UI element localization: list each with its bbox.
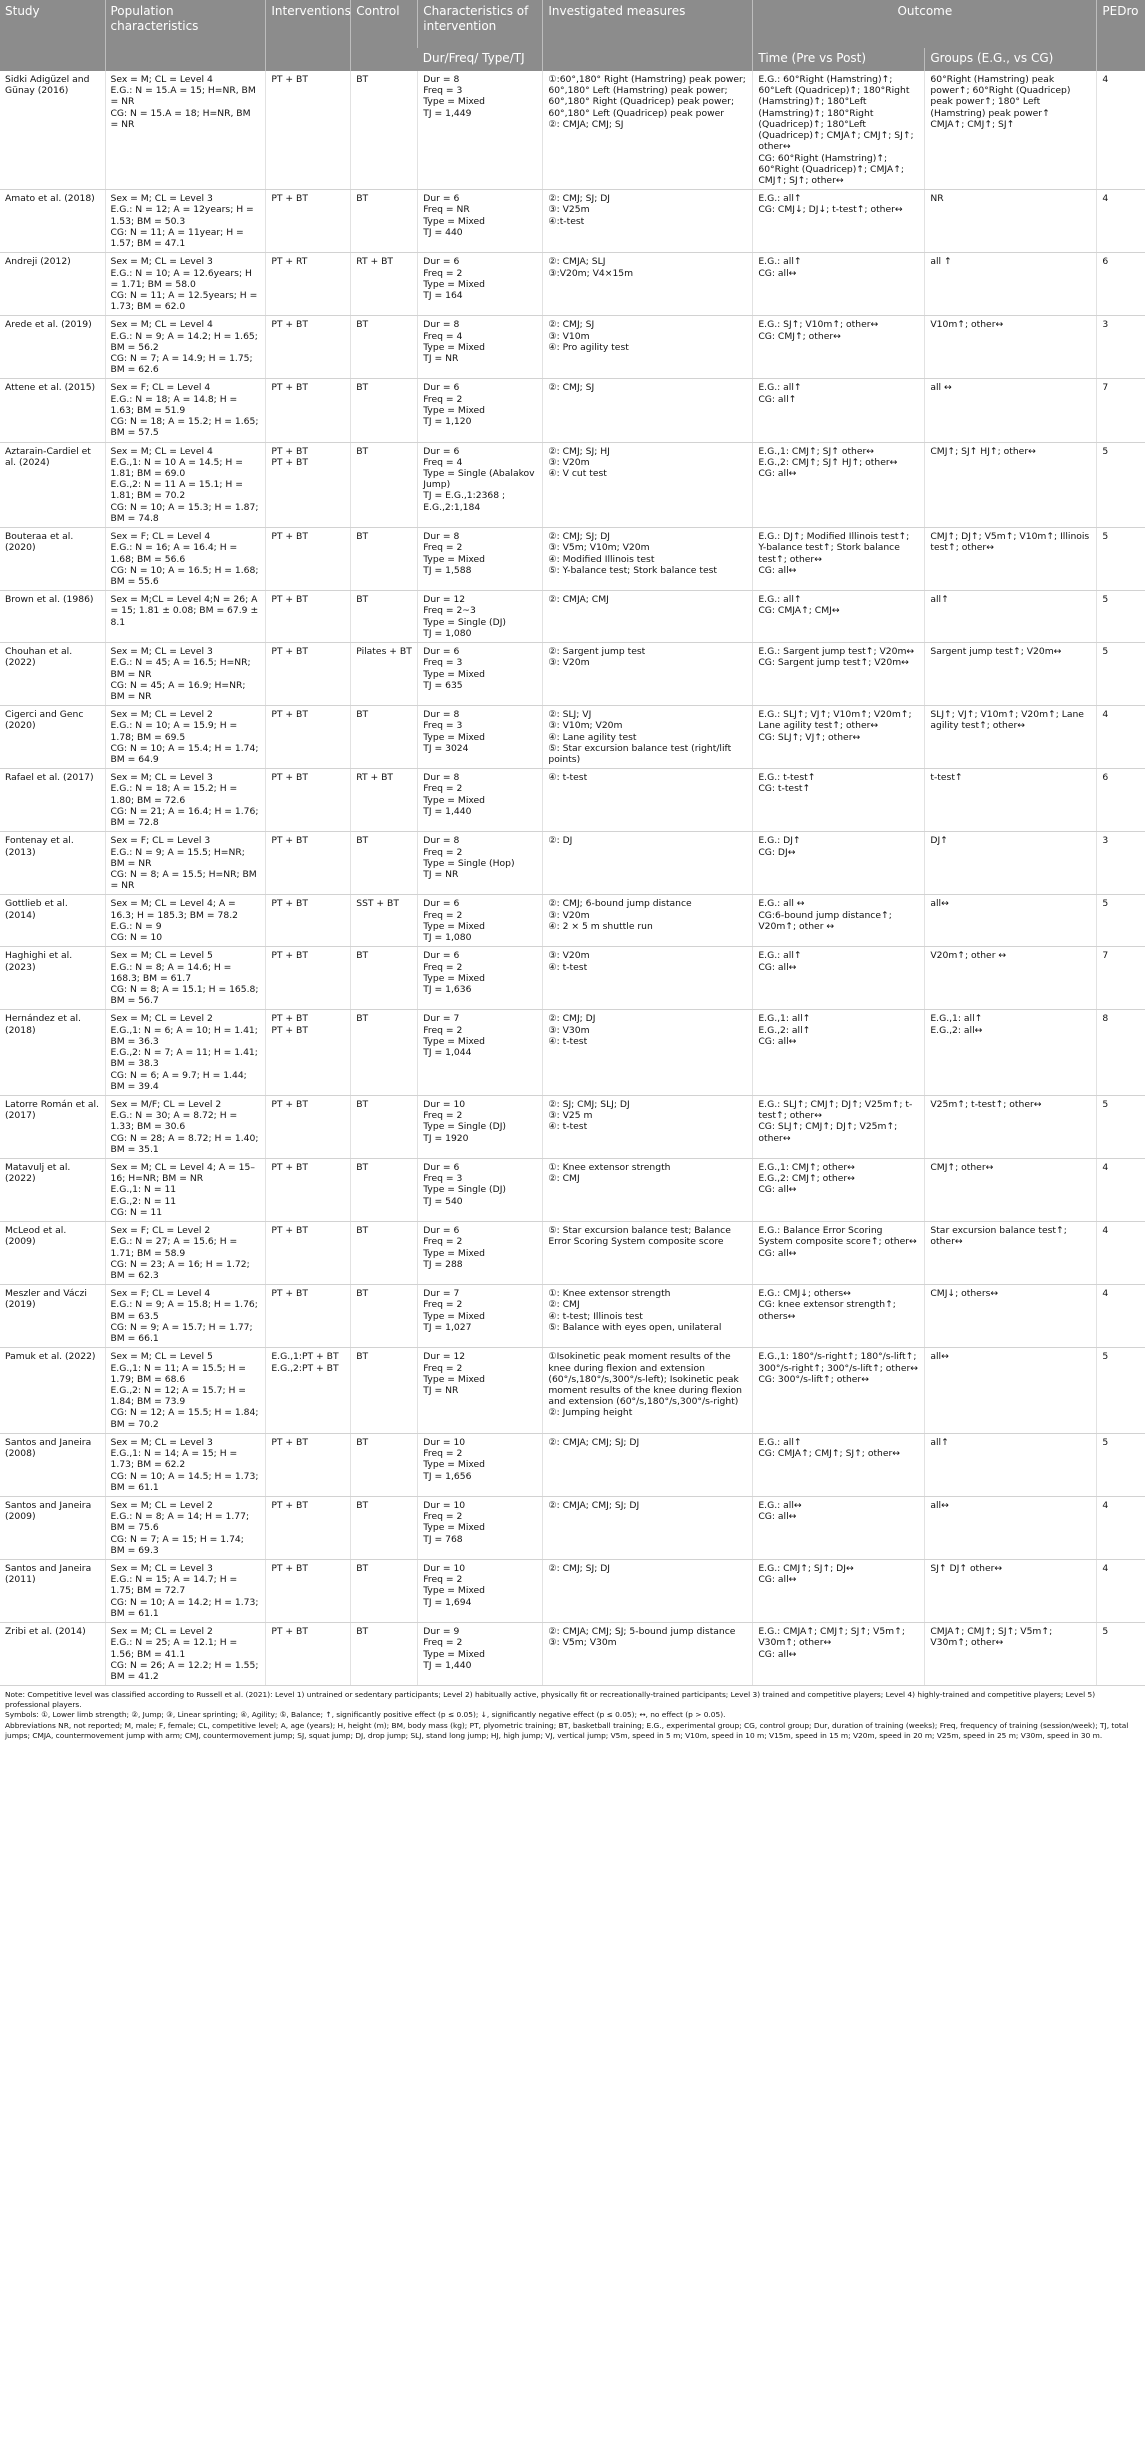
table-row: [0, 706, 1145, 769]
cell-interventions: PT + BT PT + BT: [266, 1010, 351, 1096]
cell-groups: CMJ↑; DJ↑; V5m↑; V10m↑; Illinois test↑; other↔: [925, 528, 1097, 591]
cell-study: Latorre Román et al. (2017): [0, 1095, 105, 1158]
cell-measures: ②: CMJ; DJ ③: V30m ④: t-test: [543, 1010, 753, 1096]
cell-characteristics: Dur = 6 Freq = 3 Type = Mixed TJ = 635: [418, 643, 543, 706]
cell-time: E.G.,1: CMJ↑; SJ↑ other↔ E.G.,2: CMJ↑; SJ↑ HJ↑; other↔ CG: all↔: [753, 442, 925, 528]
cell-pedro: 7: [1097, 379, 1145, 442]
table-row: [0, 1623, 1145, 1686]
table-row: [0, 528, 1145, 591]
table-row: [0, 1095, 1145, 1158]
cell-measures: ②: CMJA; SLJ ③:V20m; V4×15m: [543, 253, 753, 316]
cell-characteristics: Dur = 12 Freq = 2 Type = Mixed TJ = NR: [418, 1348, 543, 1434]
cell-characteristics: Dur = 12 Freq = 2~3 Type = Single (DJ) TJ = 1,080: [418, 591, 543, 643]
header-groups: Groups (E.G., vs CG): [925, 48, 1097, 71]
cell-population: Sex = M; CL = Level 4 E.G.,1: N = 10 A = 14.5; H = 1.81; BM = 69.0 E.G.,2: N = 11 A = 15.1; H = 1.81; BM = 70.2 CG: N = 10; A = 15.3; H = 1.87; BM = 74.8: [105, 442, 266, 528]
cell-population: Sex = M; CL = Level 4; A = 16.3; H = 185.3; BM = 78.2 E.G.: N = 9 CG: N = 10: [105, 895, 266, 947]
cell-pedro: 4: [1097, 1285, 1145, 1348]
cell-population: Sex = M; CL = Level 2 E.G.,1: N = 6; A = 10; H = 1.41; BM = 36.3 E.G.,2: N = 7; A = 11; H = 1.41; BM = 38.3 CG: N = 6; A = 9.7; H = 1.44; BM = 39.4: [105, 1010, 266, 1096]
header-outcome: Outcome: [753, 0, 1097, 48]
cell-measures: ②: CMJ; SJ; DJ: [543, 1560, 753, 1623]
header-control: Control: [351, 0, 418, 71]
table-row: [0, 1496, 1145, 1559]
cell-population: Sex = F; CL = Level 4 E.G.: N = 16; A = 16.4; H = 1.68; BM = 56.6 CG: N = 10; A = 16.5; H = 1.68; BM = 55.6: [105, 528, 266, 591]
cell-control: BT: [351, 1095, 418, 1158]
cell-measures: ②: CMJ; SJ; DJ ③: V5m; V10m; V20m ④: Modified Illinois test ⑤: Y-balance test; Stork balance test: [543, 528, 753, 591]
cell-time: E.G.: CMJ↑; SJ↑; DJ↔ CG: all↔: [753, 1560, 925, 1623]
cell-control: BT: [351, 528, 418, 591]
cell-population: Sex = M; CL = Level 2 E.G.: N = 25; A = 12.1; H = 1.56; BM = 41.1 CG: N = 26; A = 12.2; H = 1.55; BM = 41.2: [105, 1623, 266, 1686]
cell-measures: ⑤: Star excursion balance test; Balance Error Scoring System composite score: [543, 1222, 753, 1285]
cell-interventions: PT + BT: [266, 528, 351, 591]
cell-interventions: PT + BT PT + BT: [266, 442, 351, 528]
cell-population: Sex = F; CL = Level 4 E.G.: N = 9; A = 15.8; H = 1.76; BM = 63.5 CG: N = 9; A = 15.7; H = 1.77; BM = 66.1: [105, 1285, 266, 1348]
cell-interventions: PT + BT: [266, 895, 351, 947]
cell-characteristics: Dur = 8 Freq = 3 Type = Mixed TJ = 1,449: [418, 71, 543, 190]
cell-measures: ①Isokinetic peak moment results of the knee during flexion and extension (60°/s,180°/s,300°/s-left); Isokinetic peak moment results of the knee during flexion and extension (60°/s,180°/s,300°/s-right) ②: Jumping height: [543, 1348, 753, 1434]
cell-interventions: PT + BT: [266, 1095, 351, 1158]
table-row: [0, 591, 1145, 643]
cell-study: Chouhan et al. (2022): [0, 643, 105, 706]
cell-control: BT: [351, 947, 418, 1010]
cell-interventions: PT + BT: [266, 1623, 351, 1686]
cell-study: Zribi et al. (2014): [0, 1623, 105, 1686]
cell-time: E.G.: all↑ CG: all↔: [753, 253, 925, 316]
cell-groups: all↔: [925, 1348, 1097, 1434]
cell-control: BT: [351, 190, 418, 253]
cell-pedro: 6: [1097, 769, 1145, 832]
cell-interventions: PT + BT: [266, 643, 351, 706]
cell-study: Arede et al. (2019): [0, 316, 105, 379]
cell-study: Rafael et al. (2017): [0, 769, 105, 832]
cell-population: Sex = M; CL = Level 3 E.G.: N = 12; A = 12years; H = 1.53; BM = 50.3 CG: N = 11; A = 11year; H = 1.57; BM = 47.1: [105, 190, 266, 253]
table-row: [0, 1222, 1145, 1285]
cell-measures: ②: CMJ; SJ ③: V10m ④: Pro agility test: [543, 316, 753, 379]
cell-groups: all↔: [925, 1496, 1097, 1559]
cell-pedro: 8: [1097, 1010, 1145, 1096]
cell-groups: all↔: [925, 895, 1097, 947]
cell-interventions: PT + BT: [266, 1433, 351, 1496]
cell-measures: ②: CMJA; CMJ; SJ; 5-bound jump distance ③: V5m; V30m: [543, 1623, 753, 1686]
cell-measures: ①: Knee extensor strength ②: CMJ: [543, 1159, 753, 1222]
cell-characteristics: Dur = 6 Freq = 3 Type = Single (DJ) TJ = 540: [418, 1159, 543, 1222]
cell-time: E.G.: SJ↑; V10m↑; other↔ CG: CMJ↑; other↔: [753, 316, 925, 379]
cell-characteristics: Dur = 6 Freq = 2 Type = Mixed TJ = 164: [418, 253, 543, 316]
cell-characteristics: Dur = 7 Freq = 2 Type = Mixed TJ = 1,027: [418, 1285, 543, 1348]
header-measures: Investigated measures: [543, 0, 753, 71]
cell-study: McLeod et al. (2009): [0, 1222, 105, 1285]
cell-interventions: PT + BT: [266, 71, 351, 190]
cell-pedro: 4: [1097, 71, 1145, 190]
cell-time: E.G.,1: 180°/s-right↑; 180°/s-lift↑; 300°/s-right↑; 300°/s-lift↑; other↔ CG: 300°/s-lift↑; other↔: [753, 1348, 925, 1434]
cell-groups: all↑: [925, 1433, 1097, 1496]
cell-interventions: PT + BT: [266, 947, 351, 1010]
cell-time: E.G.: all↑ CG: CMJ↓; DJ↓; t-test↑; other↔: [753, 190, 925, 253]
table-row: [0, 895, 1145, 947]
header-characteristics-sub: Dur/Freq/ Type/TJ: [418, 48, 543, 71]
cell-pedro: 5: [1097, 591, 1145, 643]
cell-study: Aztarain-Cardiel et al. (2024): [0, 442, 105, 528]
cell-characteristics: Dur = 10 Freq = 2 Type = Single (DJ) TJ = 1920: [418, 1095, 543, 1158]
table-row: [0, 253, 1145, 316]
cell-measures: ②: CMJA; CMJ; SJ; DJ: [543, 1496, 753, 1559]
cell-population: Sex = M/F; CL = Level 2 E.G.: N = 30; A = 8.72; H = 1.33; BM = 30.6 CG: N = 28; A = 8.72; H = 1.40; BM = 35.1: [105, 1095, 266, 1158]
cell-population: Sex = M; CL = Level 4 E.G.: N = 15.A = 15; H=NR, BM = NR CG: N = 15.A = 18; H=NR, BM = NR: [105, 71, 266, 190]
cell-characteristics: Dur = 8 Freq = 4 Type = Mixed TJ = NR: [418, 316, 543, 379]
cell-interventions: PT + BT: [266, 1560, 351, 1623]
cell-pedro: 3: [1097, 316, 1145, 379]
cell-interventions: PT + BT: [266, 769, 351, 832]
cell-control: BT: [351, 1222, 418, 1285]
table-row: [0, 379, 1145, 442]
cell-control: BT: [351, 1285, 418, 1348]
footnote-abbreviations: Abbreviations NR, not reported; M, male; F, female; CL, competitive level; A, age (years); H, height (m); BM, body mass (kg); PT, plyometric training; BT, basketball training; E.G., experimental group; CG, control group; Dur, duration of training (weeks); Freq, frequency of training (session/week); TJ, total jumps; CMJA, countermovement jump with arm; CMJ, countermovement jump; SJ, squat jump; DJ, drop jump; SLJ, stand long jump; HJ, high jump; VJ, vertical jump; V5m, speed in 5 m; V10m, speed in 10 m; V15m, speed in 15 m; V20m, speed in 20 m; V25m, speed in 25 m; V30m, speed in 30 m.: [5, 1721, 1129, 1740]
cell-pedro: 5: [1097, 1095, 1145, 1158]
cell-interventions: PT + BT: [266, 1222, 351, 1285]
cell-study: Bouteraa et al. (2020): [0, 528, 105, 591]
cell-study: Haghighi et al. (2023): [0, 947, 105, 1010]
cell-interventions: PT + BT: [266, 1159, 351, 1222]
cell-groups: E.G.,1: all↑ E.G.,2: all↔: [925, 1010, 1097, 1096]
cell-measures: ②: CMJ; SJ; DJ ③: V25m ④:t-test: [543, 190, 753, 253]
cell-study: Matavulj et al. (2022): [0, 1159, 105, 1222]
cell-control: RT + BT: [351, 253, 418, 316]
cell-study: Brown et al. (1986): [0, 591, 105, 643]
cell-time: E.G.: 60°Right (Hamstring)↑; 60°Left (Quadricep)↑; 180°Right (Hamstring)↑; 180°Left (Hamstring)↑; 180°Right (Quadricep)↑; 180°Left (Quadricep)↑; CMJA↑; CMJ↑; SJ↑; other↔ CG: 60°Right (Hamstring)↑; 60°Right (Quadricep)↑; CMJA↑; CMJ↑; SJ↑; other↔: [753, 71, 925, 190]
table-row: [0, 1560, 1145, 1623]
table-row: [0, 316, 1145, 379]
table-row: [0, 947, 1145, 1010]
cell-study: Meszler and Váczi (2019): [0, 1285, 105, 1348]
cell-control: RT + BT: [351, 769, 418, 832]
cell-time: E.G.: DJ↑; Modified Illinois test↑; Y-balance test↑; Stork balance test↑; other↔ CG: all↔: [753, 528, 925, 591]
cell-time: E.G.: t-test↑ CG: t-test↑: [753, 769, 925, 832]
cell-pedro: 7: [1097, 947, 1145, 1010]
cell-pedro: 5: [1097, 643, 1145, 706]
cell-interventions: PT + BT: [266, 316, 351, 379]
cell-population: Sex = M; CL = Level 5 E.G.,1: N = 11; A = 15.5; H = 1.79; BM = 68.6 E.G.,2: N = 12; A = 15.7; H = 1.84; BM = 73.9 CG: N = 12; A = 15.5; H = 1.84; BM = 70.2: [105, 1348, 266, 1434]
cell-pedro: 6: [1097, 253, 1145, 316]
cell-groups: NR: [925, 190, 1097, 253]
cell-groups: DJ↑: [925, 832, 1097, 895]
cell-measures: ②: CMJA; CMJ; SJ; DJ: [543, 1433, 753, 1496]
cell-population: Sex = M; CL = Level 4 E.G.: N = 9; A = 14.2; H = 1.65; BM = 56.2 CG: N = 7; A = 14.9; H = 1.75; BM = 62.6: [105, 316, 266, 379]
cell-characteristics: Dur = 8 Freq = 2 Type = Mixed TJ = 1,440: [418, 769, 543, 832]
cell-control: SST + BT: [351, 895, 418, 947]
cell-characteristics: Dur = 6 Freq = 2 Type = Mixed TJ = 1,080: [418, 895, 543, 947]
table-row: [0, 71, 1145, 190]
table-row: [0, 769, 1145, 832]
cell-population: Sex = F; CL = Level 3 E.G.: N = 9; A = 15.5; H=NR; BM = NR CG: N = 8; A = 15.5; H=NR; BM = NR: [105, 832, 266, 895]
cell-control: BT: [351, 706, 418, 769]
cell-groups: Sargent jump test↑; V20m↔: [925, 643, 1097, 706]
cell-population: Sex = M; CL = Level 5 E.G.: N = 8; A = 14.6; H = 168.3; BM = 61.7 CG: N = 8; A = 15.1; H = 165.8; BM = 56.7: [105, 947, 266, 1010]
cell-pedro: 3: [1097, 832, 1145, 895]
cell-interventions: E.G.,1:PT + BT E.G.,2:PT + BT: [266, 1348, 351, 1434]
table-row: [0, 442, 1145, 528]
cell-pedro: 5: [1097, 442, 1145, 528]
cell-control: BT: [351, 1496, 418, 1559]
cell-time: E.G.: Sargent jump test↑; V20m↔ CG: Sargent jump test↑; V20m↔: [753, 643, 925, 706]
cell-control: BT: [351, 71, 418, 190]
cell-control: BT: [351, 442, 418, 528]
cell-measures: ②: SJ; CMJ; SLJ; DJ ③: V25 m ④: t-test: [543, 1095, 753, 1158]
cell-groups: CMJA↑; CMJ↑; SJ↑; V5m↑; V30m↑; other↔: [925, 1623, 1097, 1686]
cell-characteristics: Dur = 10 Freq = 2 Type = Mixed TJ = 768: [418, 1496, 543, 1559]
cell-characteristics: Dur = 6 Freq = NR Type = Mixed TJ = 440: [418, 190, 543, 253]
cell-pedro: 4: [1097, 1560, 1145, 1623]
cell-interventions: PT + BT: [266, 1496, 351, 1559]
header-study: Study: [0, 0, 105, 71]
cell-time: E.G.: all ↔ CG:6-bound jump distance↑; V20m↑; other ↔: [753, 895, 925, 947]
cell-groups: 60°Right (Hamstring) peak power↑; 60°Right (Quadricep) peak power↑; 180° Left (Hamstring) peak power↑ CMJA↑; CMJ↑; SJ↑: [925, 71, 1097, 190]
cell-control: BT: [351, 1623, 418, 1686]
cell-time: E.G.: DJ↑ CG: DJ↔: [753, 832, 925, 895]
cell-time: E.G.: all↑ CG: all↔: [753, 947, 925, 1010]
cell-measures: ③: V20m ④: t-test: [543, 947, 753, 1010]
cell-characteristics: Dur = 9 Freq = 2 Type = Mixed TJ = 1,440: [418, 1623, 543, 1686]
cell-characteristics: Dur = 8 Freq = 2 Type = Single (Hop) TJ = NR: [418, 832, 543, 895]
cell-measures: ②: DJ: [543, 832, 753, 895]
header-characteristics: Characteristics of intervention: [418, 0, 543, 48]
cell-characteristics: Dur = 8 Freq = 3 Type = Mixed TJ = 3024: [418, 706, 543, 769]
cell-measures: ①: Knee extensor strength ②: CMJ ④: t-test; Illinois test ⑤: Balance with eyes open, unilateral: [543, 1285, 753, 1348]
cell-groups: CMJ↑; other↔: [925, 1159, 1097, 1222]
cell-interventions: PT + BT: [266, 190, 351, 253]
cell-population: Sex = M; CL = Level 3 E.G.: N = 45; A = 16.5; H=NR; BM = NR CG: N = 45; A = 16.9; H=NR; BM = NR: [105, 643, 266, 706]
cell-study: Cigerci and Genc (2020): [0, 706, 105, 769]
footnote-symbols: Symbols: ①, Lower limb strength; ②, Jump; ③, Linear sprinting; ④, Agility; ⑤, Balance; ↑, significantly positive effect (p ≤ 0.05); ↓, significantly negative effect (p ≤ 0.05); ↔, no effect (p > 0.05).: [5, 1710, 726, 1720]
cell-control: BT: [351, 591, 418, 643]
cell-population: Sex = M; CL = Level 3 E.G.: N = 18; A = 15.2; H = 1.80; BM = 72.6 CG: N = 21; A = 16.4; H = 1.76; BM = 72.8: [105, 769, 266, 832]
cell-pedro: 4: [1097, 190, 1145, 253]
table-row: [0, 190, 1145, 253]
cell-control: BT: [351, 1159, 418, 1222]
cell-study: Andreji (2012): [0, 253, 105, 316]
cell-time: E.G.: Balance Error Scoring System composite score↑; other↔ CG: all↔: [753, 1222, 925, 1285]
header-pedro: PEDro: [1097, 0, 1145, 71]
cell-population: Sex = M; CL = Level 3 E.G.: N = 10; A = 12.6years; H = 1.71; BM = 58.0 CG: N = 11; A = 12.5years; H = 1.73; BM = 62.0: [105, 253, 266, 316]
cell-study: Sidki Adigüzel and Günay (2016): [0, 71, 105, 190]
cell-characteristics: Dur = 10 Freq = 2 Type = Mixed TJ = 1,656: [418, 1433, 543, 1496]
cell-interventions: PT + BT: [266, 379, 351, 442]
cell-study: Attene et al. (2015): [0, 379, 105, 442]
cell-time: E.G.: SLJ↑; VJ↑; V10m↑; V20m↑; Lane agility test↑; other↔ CG: SLJ↑; VJ↑; other↔: [753, 706, 925, 769]
table-row: [0, 1433, 1145, 1496]
cell-pedro: 5: [1097, 1433, 1145, 1496]
cell-characteristics: Dur = 6 Freq = 2 Type = Mixed TJ = 288: [418, 1222, 543, 1285]
cell-measures: ②: CMJ; SJ; HJ ③: V20m ④: V cut test: [543, 442, 753, 528]
cell-measures: ②: CMJA; CMJ: [543, 591, 753, 643]
table-row: [0, 1348, 1145, 1434]
cell-measures: ②: SLJ; VJ ③: V10m; V20m ④: Lane agility test ⑤: Star excursion balance test (right/lift points): [543, 706, 753, 769]
cell-time: E.G.: all↔ CG: all↔: [753, 1496, 925, 1559]
cell-characteristics: Dur = 7 Freq = 2 Type = Mixed TJ = 1,044: [418, 1010, 543, 1096]
table-row: [0, 643, 1145, 706]
cell-population: Sex = M; CL = Level 3 E.G.,1: N = 14; A = 15; H = 1.73; BM = 62.2 CG: N = 10; A = 14.5; H = 1.73; BM = 61.1: [105, 1433, 266, 1496]
cell-pedro: 4: [1097, 1159, 1145, 1222]
table-body: [0, 71, 1145, 1686]
table-row: [0, 1285, 1145, 1348]
cell-interventions: PT + RT: [266, 253, 351, 316]
cell-measures: ④: t-test: [543, 769, 753, 832]
table-footnotes: [0, 1686, 1145, 1740]
cell-study: Santos and Janeira (2009): [0, 1496, 105, 1559]
cell-groups: SLJ↑; VJ↑; V10m↑; V20m↑; Lane agility test↑; other↔: [925, 706, 1097, 769]
cell-groups: V10m↑; other↔: [925, 316, 1097, 379]
cell-population: Sex = M; CL = Level 4; A = 15–16; H=NR; BM = NR E.G.,1: N = 11 E.G.,2: N = 11 CG: N = 11: [105, 1159, 266, 1222]
table-row: [0, 1010, 1145, 1096]
cell-interventions: PT + BT: [266, 1285, 351, 1348]
cell-control: BT: [351, 379, 418, 442]
cell-characteristics: Dur = 6 Freq = 2 Type = Mixed TJ = 1,120: [418, 379, 543, 442]
cell-pedro: 4: [1097, 706, 1145, 769]
cell-groups: V20m↑; other ↔: [925, 947, 1097, 1010]
cell-population: Sex = F; CL = Level 4 E.G.: N = 18; A = 14.8; H = 1.63; BM = 51.9 CG: N = 18; A = 15.2; H = 1.65; BM = 57.5: [105, 379, 266, 442]
cell-pedro: 4: [1097, 1496, 1145, 1559]
cell-measures: ②: CMJ; 6-bound jump distance ③: V20m ④: 2 × 5 m shuttle run: [543, 895, 753, 947]
cell-population: Sex = M;CL = Level 4;N = 26; A = 15; 1.81 ± 0.08; BM = 67.9 ± 8.1: [105, 591, 266, 643]
cell-groups: t-test↑: [925, 769, 1097, 832]
cell-groups: all ↔: [925, 379, 1097, 442]
cell-study: Hernández et al. (2018): [0, 1010, 105, 1096]
header-time: Time (Pre vs Post): [753, 48, 925, 71]
cell-study: Amato et al. (2018): [0, 190, 105, 253]
cell-characteristics: Dur = 6 Freq = 4 Type = Single (Abalakov Jump) TJ = E.G.,1:2368 ; E.G.,2:1,184: [418, 442, 543, 528]
cell-groups: Star excursion balance test↑; other↔: [925, 1222, 1097, 1285]
cell-time: E.G.: all↑ CG: CMJA↑; CMJ↔: [753, 591, 925, 643]
cell-measures: ②: Sargent jump test ③: V20m: [543, 643, 753, 706]
cell-groups: CMJ↓; others↔: [925, 1285, 1097, 1348]
table-header: [0, 0, 1145, 71]
cell-interventions: PT + BT: [266, 591, 351, 643]
cell-time: E.G.: all↑ CG: all↑: [753, 379, 925, 442]
cell-time: E.G.: SLJ↑; CMJ↑; DJ↑; V25m↑; t-test↑; other↔ CG: SLJ↑; CMJ↑; DJ↑; V25m↑; other↔: [753, 1095, 925, 1158]
cell-pedro: 5: [1097, 528, 1145, 591]
cell-groups: all↑: [925, 591, 1097, 643]
cell-control: BT: [351, 1348, 418, 1434]
cell-interventions: PT + BT: [266, 832, 351, 895]
cell-study: Santos and Janeira (2008): [0, 1433, 105, 1496]
footnote-note: Note: Competitive level was classified according to Russell et al. (2021): Level 1) untrained or sedentary participants; Level 2) habitually active, physically fit or recreationally-trained participants; Level 3) trained and competitive players; Level 4) highly-trained and competitive players; Level 5) professional players.: [5, 1690, 1096, 1709]
cell-groups: all ↑: [925, 253, 1097, 316]
cell-population: Sex = M; CL = Level 2 E.G.: N = 10; A = 15.9; H = 1.78; BM = 69.5 CG: N = 10; A = 15.4; H = 1.74; BM = 64.9: [105, 706, 266, 769]
cell-measures: ②: CMJ; SJ: [543, 379, 753, 442]
cell-population: Sex = M; CL = Level 2 E.G.: N = 8; A = 14; H = 1.77; BM = 75.6 CG: N = 7; A = 15; H = 1.74; BM = 69.3: [105, 1496, 266, 1559]
cell-time: E.G.,1: CMJ↑; other↔ E.G.,2: CMJ↑; other↔ CG: all↔: [753, 1159, 925, 1222]
table-row: [0, 832, 1145, 895]
header-interventions: Interventions: [266, 0, 351, 71]
cell-characteristics: Dur = 6 Freq = 2 Type = Mixed TJ = 1,636: [418, 947, 543, 1010]
cell-time: E.G.: CMJA↑; CMJ↑; SJ↑; V5m↑; V30m↑; other↔ CG: all↔: [753, 1623, 925, 1686]
cell-population: Sex = F; CL = Level 2 E.G.: N = 27; A = 15.6; H = 1.71; BM = 58.9 CG: N = 23; A = 16; H = 1.72; BM = 62.3: [105, 1222, 266, 1285]
cell-study: Pamuk et al. (2022): [0, 1348, 105, 1434]
cell-control: Pilates + BT: [351, 643, 418, 706]
cell-control: BT: [351, 1010, 418, 1096]
cell-control: BT: [351, 832, 418, 895]
cell-pedro: 5: [1097, 1623, 1145, 1686]
cell-characteristics: Dur = 10 Freq = 2 Type = Mixed TJ = 1,694: [418, 1560, 543, 1623]
cell-control: BT: [351, 1560, 418, 1623]
cell-control: BT: [351, 1433, 418, 1496]
cell-measures: ①:60°,180° Right (Hamstring) peak power; 60°,180° Left (Hamstring) peak power; 60°,180° Right (Quadricep) peak power; 60°,180° Left (Quadricep) peak power ②: CMJA; CMJ; SJ: [543, 71, 753, 190]
cell-groups: SJ↑ DJ↑ other↔: [925, 1560, 1097, 1623]
cell-interventions: PT + BT: [266, 706, 351, 769]
header-population: Population characteristics: [105, 0, 266, 71]
cell-study: Gottlieb et al. (2014): [0, 895, 105, 947]
cell-study: Fontenay et al. (2013): [0, 832, 105, 895]
cell-study: Santos and Janeira (2011): [0, 1560, 105, 1623]
cell-control: BT: [351, 316, 418, 379]
cell-time: E.G.: all↑ CG: CMJA↑; CMJ↑; SJ↑; other↔: [753, 1433, 925, 1496]
cell-pedro: 5: [1097, 895, 1145, 947]
cell-pedro: 4: [1097, 1222, 1145, 1285]
cell-groups: V25m↑; t-test↑; other↔: [925, 1095, 1097, 1158]
cell-time: E.G.: CMJ↓; others↔ CG: knee extensor strength↑; others↔: [753, 1285, 925, 1348]
cell-groups: CMJ↑; SJ↑ HJ↑; other↔: [925, 442, 1097, 528]
cell-characteristics: Dur = 8 Freq = 2 Type = Mixed TJ = 1,588: [418, 528, 543, 591]
cell-population: Sex = M; CL = Level 3 E.G.: N = 15; A = 14.7; H = 1.75; BM = 72.7 CG: N = 10; A = 14.2; H = 1.73; BM = 61.1: [105, 1560, 266, 1623]
cell-pedro: 5: [1097, 1348, 1145, 1434]
table-row: [0, 1159, 1145, 1222]
cell-time: E.G.,1: all↑ E.G.,2: all↑ CG: all↔: [753, 1010, 925, 1096]
